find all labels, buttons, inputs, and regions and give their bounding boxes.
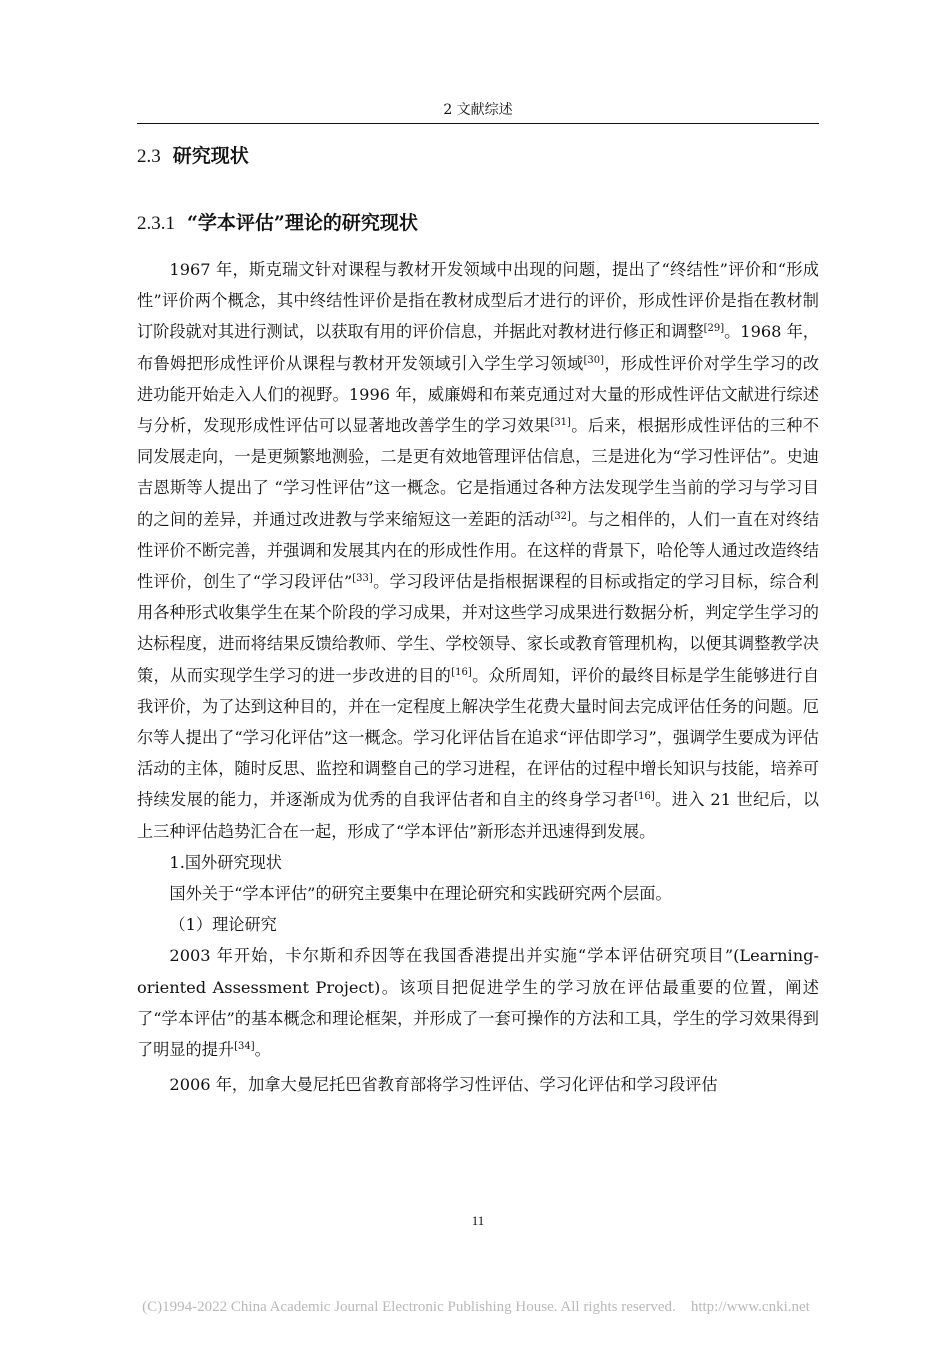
subsection-heading	[137, 209, 418, 238]
foreign-research-heading: 1.国外研究现状	[169, 852, 282, 872]
citation: [29]	[703, 323, 725, 335]
text-run: 。1968 年，布鲁姆把形成性评价从课程与教材开发领域引入学生学习领域	[137, 322, 819, 373]
body-text	[137, 254, 819, 1100]
page-number: 11	[471, 1213, 485, 1228]
section-heading	[137, 142, 249, 171]
text-run: 。	[254, 1040, 271, 1060]
text-run: 。学习段评估是指根据课程的目标或指定的学习目标，综合利用各种形式收集学生在某个阶段的学习成果，并对这些学习成果进行数据分析，判定学生学习的达标程度，进而将结果反馈给教师、学生、学校领导、家长或教育管理机构，以便其调整教学决策，从而实现学生学习的进一步改进的目的	[137, 572, 819, 685]
text-run: ，形成性评价对学生学习的改进功能开始走入人们的视野。1996 年，威廉姆和布莱克通过对大量的形成性评估文献进行综述与分析，发现形成性评估可以显著地改善学生的学习效果	[137, 353, 820, 436]
copyright-text: (C)1994-2022 China Academic Journal Electronic Publishing House. All rights reserved.	[142, 1299, 676, 1315]
text-run: 1967 年，斯克瑞文针对课程与教材开发领域中出现的问题，提出了“终结性”评价和“形成性”评价两个概念，其中终结性评价是指在教材成型后才进行的评价，形成性评价是指在教材制订阶段就对其进行测试，以获取有用的评价信息，并据此对教材进行修正和调整	[137, 260, 819, 342]
text-run: 。后来，根据形成性评估的三种不同发展走向，一是更频繁地测验，二是更有效地管理评估信息，三是进化为“学习性评估”。史迪吉恩斯等人提出了 “学习性评估”这一概念。它是指通过各种方法发现学生当前的学习与学习目的之间的差异，并通过改进教与学来缩短这一差距的活动	[137, 416, 820, 529]
citation: [16]	[634, 791, 655, 803]
citation: [30]	[583, 354, 605, 366]
section-title: 研究现状	[172, 145, 249, 167]
foreign-research-intro: 国外关于“学本评估”的研究主要集中在理论研究和实践研究两个层面。	[169, 884, 672, 904]
citation: [34]	[234, 1041, 255, 1053]
citation: [31]	[550, 417, 571, 429]
footer-url[interactable]: http://www.cnki.net	[690, 1299, 810, 1315]
text-run: 。众所周知，评价的最终目标是学生能够进行自我评价，为了达到这种目的，并在一定程度上解决学生花费大量时间去完成评估任务的问题。厄尔等人提出了“学习化评估”这一概念。学习化评估旨在追求“评估即学习”，强调学生要成为评估活动的主体，随时反思、监控和调整自己的学习进程，在评估的过程中增长知识与技能，培养可持续发展的能力，并逐渐成为优秀的自我评估者和自主的终身学习者	[137, 665, 820, 810]
citation: [32]	[550, 510, 571, 522]
section-number: 2.3	[137, 146, 161, 167]
citation: [16]	[451, 666, 472, 678]
subsection-title: “学本评估”理论的研究现状	[187, 212, 418, 234]
paragraph-2	[137, 940, 819, 1065]
subsection-number: 2.3.1	[137, 213, 175, 234]
text-run: 。进入 21 世纪后，以上三种评估趋势汇合在一起，形成了“学本评估”新形态并迅速得到发展。	[137, 790, 820, 841]
paragraph-1	[137, 254, 819, 847]
text-run: 2003 年开始，卡尔斯和乔因等在我国香港提出并实施“学本评估研究项目”(Learning-oriented Assessment Project)。该项目把促进学生的学习放在评估最重要的位置，阐述了“学本评估”的基本概念和理论框架，并形成了一套可操作的方法和工具，学生的学习效果得到了明显的提升	[137, 946, 819, 1060]
paragraph-3: 2006 年，加拿大曼尼托巴省教育部将学习性评估、学习化评估和学习段评估	[169, 1075, 718, 1095]
text-run: 。与之相伴的，人们一直在对终结性评价不断完善，并强调和发展其内在的形成性作用。在这样的背景下，哈伦等人通过改造终结性评价，创生了“学习段评估”	[137, 509, 820, 592]
copyright-footer	[0, 1299, 952, 1316]
citation: [33]	[352, 573, 373, 585]
running-head: 2 文献综述	[443, 102, 513, 118]
header-rule	[137, 123, 819, 124]
theory-research-heading: （1）理论研究	[169, 915, 277, 935]
